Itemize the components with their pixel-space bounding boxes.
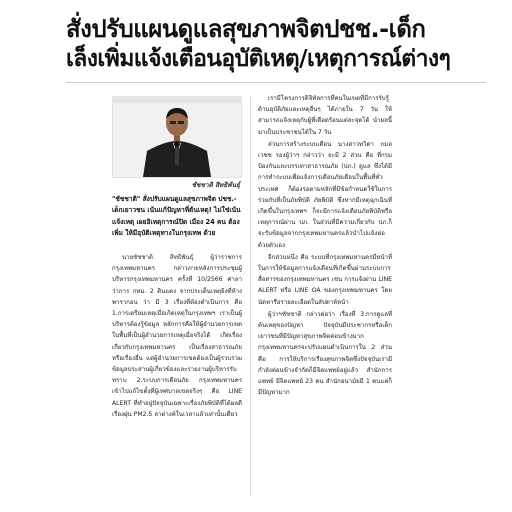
person-photo-image <box>113 97 241 177</box>
photo-caption: ชัชชาติ สิทธิพันธุ์ <box>191 181 240 189</box>
column-divider <box>250 96 251 496</box>
headline-line-2: เล็งเพิ่มแจ้งเตือนอุบัติเหตุ/เหตุการณ์ต่างๆ <box>66 46 451 72</box>
headline-line-1: สั่งปรับแผนดูแลสุขภาพจิตปชช.-เด็ก <box>66 15 426 43</box>
right-paragraph: ส่วนการสร้างระบบเตือน นางสาวทวิดา กมลเวชช รองผู้ว่าฯ กล่าวว่า จะมี 2 ส่วน คือ ที่กรมป้องกันและบรรเทาสาธารณภัย (ปภ.) ดูแล ซึ่งได้มีการทำระบบเพื่อแจ้งการเตือนภัยเตือนในพื้นที่ทั่วประเทศ ก็ต้องรอตามหลักที่มีข้อกำหนดใช้ในการร่วมกับที่เป็นภัยพิบัติ ภัยพิบัติ ซึ่งหากมีเหตุฉุกเฉินที่เกิดขึ้นในกรุงเทพฯ ก็จะมีการแจ้งเตือนภัยพิบัติหรือเหตุการณ์ผ่าน ปภ. ในส่วนที่มีความเกี่ยวกับ ปภ.ก็จะรับข้อมูลจากกรุงเทพมหานครแล้วนำไปแจ้งต่อด้วยตัวเอง <box>258 140 392 249</box>
left-paragraph: นายชัชชาติ สิทธิพันธุ์ ผู้ว่าราชการกรุงเทพมหานคร กล่าวภายหลังการประชุมผู้บริหารกรุงเทพมหานคร ครั้งที่ 10/2566 ศาลาว่าการ กทม. 2 ดินแดง จากประเด็นเหตุยิงที่ห้าง พารากอน ว่า มี 3 เรื่องที่ต้องดำเนินการ คือ 1.การเตรียมเหตุเมื่อเกิดเหตุในกรุงเทพฯ เราเป็นผู้บริหารต้องรู้ข้อมูล หลักการคือให้ผู้อำนวยการเขตในพื้นที่เป็นผู้อำนวยการเหตุเมื่อจริงได้ เกิดเรื่องเกี่ยวกับกรุงเทพมหานคร เป็นเรื่องสาธารณภัย หรือเรื่องอื่น แต่ผู้อำนวยการเขตต้องเป็นผู้รวบรวมข้อมูลประสานผู้เกี่ยวข้องและรายงานผู้บริหารรับทราบ 2.ระบบการเตือนภัย กรุงเทพมหานครเข้าไปแก้ไขตั้งที่ผู้เทศบาลเขตจริงๆ คือ LINE ALERT ที่ทำอยู่ปัจจุบันเฉพาะเรื่องภัยพิบัติที่ได้ผลดีเรื่องฝุ่น PM2.5 ลาต่างค์ในเวลาแล้วเท่านั้นเดี่ยว <box>112 254 242 418</box>
right-paragraph: อีกส่วนหนึ่ง คือ ระบบที่กรุงเทพมหานครมีหน้าที่ในการให้ข้อมูลการแจ้งเตือนที่เกิดขึ้นผ่านระบบการสื่อสารของกรุงเทพมหานคร เช่น การแจ้งผ่าน LINE ALERT หรือ LINE OA ของกรุงเทพมหานคร โดยนัดหารือรายละเอียดในสัปดาห์หน้า <box>258 253 392 306</box>
left-column <box>112 252 242 421</box>
right-column <box>258 93 392 399</box>
right-paragraph: ผู้ว่าฯชัชชาติ กล่าวต่อว่า เรื่องที่ 3.การดูแลที่ต้นเหตุของปัญหา ปัจจุบันมีประชากรหรือเด็กเยาวชนที่มีปัญหาสุขภาพจิตค่อนข้างมาก กรุงเทพมหานครจะปรับแผนดำเนินการใน 2 ส่วน คือ การให้บริการเรื่องสุขภาพจิตซึ่งปัจจุบันเรามีกำลังค่อนข้างจำกัดก็มีจิตแพทย์อยู่แล้ว สำนักการแพทย์ มีจิตแพทย์ 23 คน สำนักอนามัยมี 1 คนแต่ก็มีปัญหามาก <box>258 310 392 397</box>
lead-paragraph: "ชัชชาติ" สั่งปรับแผนดูแลสุขภาพจิต ปชช.-เด็กเยาวชน เน้นแก้ปัญหาที่ต้นเหตุ! ไม่ใช่เน้นแจ้งเหตุ เผยอิเหตุการณ์ปิด เมือง 24 คน ต้องเพิ่ม ให้มีอุบัติเหตุทางในกรุงเทพ ด้วย <box>112 195 241 238</box>
headline <box>66 14 506 74</box>
right-paragraph: เรามีโครงการดิจิทัลการที่คนในเขตที่มีการรับรู้ด้านอุบัติภัยและเหตุอื่นๆ ได้ภายใน 7 วัน ให้สามารถแจ้งเหตุกับผู้ที่เดือดร้อนแต่ละจุดได้ นำผลนี้มาเป็นประชาชนได้ใน 7 วัน <box>258 95 392 136</box>
headline-rule <box>66 82 486 83</box>
article-photo <box>112 96 242 178</box>
